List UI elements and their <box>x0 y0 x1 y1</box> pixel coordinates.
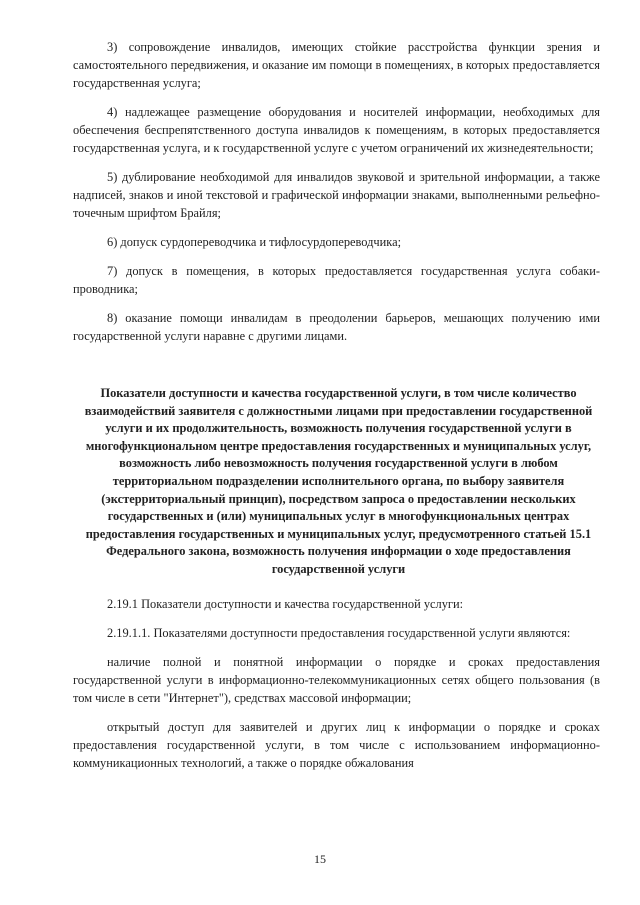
clause-2-19-1-1: 2.19.1.1. Показателями доступности предоставления государственной услуги являются: <box>107 625 571 640</box>
indicator-open-access: открытый доступ для заявителей и других лиц к информации о порядке и сроках предоставления государственной услуги, в том числе с использованием информационно-коммуникационных технологий, а также о порядке обжалования <box>73 719 600 770</box>
list-item-3: 3) сопровождение инвалидов, имеющих стойкие расстройства функции зрения и самостоятельного передвижения, и оказание им помощи в помещениях, в которых предоставляется государственная услуга; <box>73 40 600 90</box>
clause-2-19-1: 2.19.1 Показатели доступности и качества государственной услуги: <box>107 596 464 611</box>
section-heading: Показатели доступности и качества государственной услуги, в том числе количество взаимодействий заявителя с должностными лицами при предоставлении государственной услуги и их продолжительность, возможность получения государственной услуги в многофункциональном центре предоставления государственных и муниципальных услуг, возможность либо невозможность получения государственной услуги в любом территориальном подразделении исполнительного органа, по выбору заявителя (экстерриториальный принцип), посредством запроса о предоставлении нескольких государственных и (или) муниципальных услуг в многофункциональных центрах предоставления государственных и муниципальных услуг, предусмотренного статьей 15.1 Федерального закона, возможность получения информации о ходе предоставления государственной услуги <box>84 386 593 576</box>
page-number: 15 <box>314 852 326 866</box>
list-item-6: 6) допуск сурдопереводчика и тифлосурдопереводчика; <box>107 235 402 249</box>
list-item-8: 8) оказание помощи инвалидам в преодолении барьеров, мешающих получению ими государственной услуги наравне с другими лицами. <box>73 311 600 343</box>
list-item-5: 5) дублирование необходимой для инвалидов звуковой и зрительной информации, а также надписей, знаков и иной текстовой и графической информации знаками, выполненными рельефно-точечным шрифтом Брайля; <box>73 170 600 220</box>
list-item-4: 4) надлежащее размещение оборудования и носителей информации, необходимых для обеспечения беспрепятственного доступа инвалидов к помещениям, в которых предоставляется государственная услуга, и к государственной услуге с учетом ограничений их жизнедеятельности; <box>73 105 600 155</box>
list-item-7: 7) допуск в помещения, в которых предоставляется государственная услуга собаки-проводника; <box>73 264 600 296</box>
indicator-information-availability: наличие полной и понятной информации о порядке и сроках предоставления государственной услуги в информационно-телекоммуникационных сетях общего пользования (в том числе в сети "Интернет"), средствах массовой информации; <box>73 654 600 705</box>
